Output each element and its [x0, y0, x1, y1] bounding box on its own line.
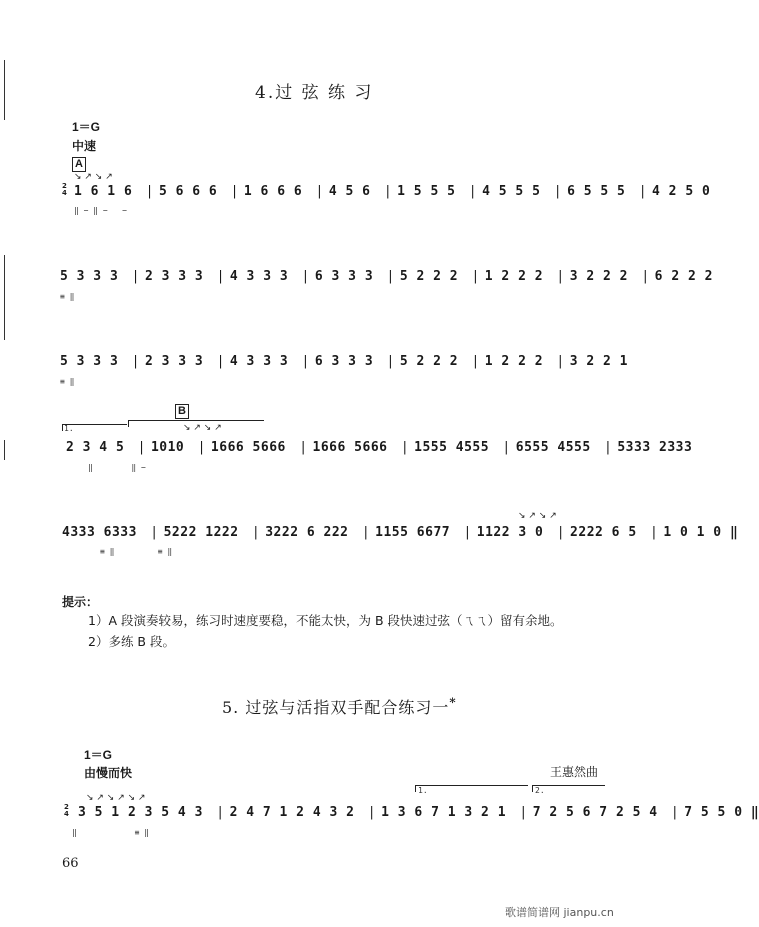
measure: 5 3 3 3	[60, 269, 119, 284]
fingering-marks-row3: ≡ ‖	[60, 377, 75, 386]
music-row-5	[62, 525, 738, 540]
measure: | 1010	[133, 440, 185, 455]
measure-final: | 1 0 1 0 ‖	[645, 525, 738, 540]
bowing-marks-row5: ↘ ↗ ↘ ↗	[518, 511, 557, 521]
measure: 4333 6333	[62, 525, 137, 540]
measure: | 1122 3 0	[458, 525, 543, 540]
measure: | 4 5 6	[311, 184, 371, 199]
time-sig-bottom: 4	[64, 810, 69, 818]
measure: | 1 3 6 7 1 3 2 1	[363, 805, 506, 820]
volta-1-bracket	[415, 785, 528, 792]
music-row-2	[60, 269, 713, 284]
measure: | 3 2 2 2	[551, 269, 628, 284]
exercise5-title-text: 5. 过弦与活指双手配合练习一	[222, 698, 450, 717]
measure: | 4 5 5 5	[464, 184, 541, 199]
exercise4-key: 1＝G	[72, 120, 101, 134]
fingering-marks-row2: ≡ ‖	[60, 292, 75, 301]
time-sig-top: 2	[62, 182, 67, 190]
measure: | 1666 5666	[193, 440, 286, 455]
margin-rule-top	[4, 60, 5, 120]
measure: | 4 2 5 0	[634, 184, 711, 199]
measure: | 1555 4555	[396, 440, 489, 455]
fingering-marks-row4: ‖ ‖ −	[88, 463, 146, 472]
watermark: 歌谱简谱网 jianpu.cn	[505, 906, 614, 919]
music-row-4	[66, 440, 692, 455]
measure: | 1155 6677	[357, 525, 450, 540]
bowing-marks-ex5: ↘ ↗ ↘ ↗ ↘ ↗	[86, 793, 146, 803]
measure: | 6 3 3 3	[297, 354, 374, 369]
measure: 3 5 1 2 3 5 4 3	[78, 805, 203, 820]
measure: 5 3 3 3	[60, 354, 119, 369]
fingering-marks-row1: ‖ − ‖ − −	[74, 206, 127, 215]
music-row-1	[74, 184, 710, 199]
exercise5-title	[222, 695, 457, 718]
measure: | 2222 6 5	[552, 525, 637, 540]
measure: | 3 2 2 1	[551, 354, 628, 369]
exercise5-music-row	[78, 805, 759, 820]
margin-rule-mid	[4, 255, 5, 340]
tips-label: 提示：	[62, 595, 99, 609]
measure: | 4 3 3 3	[212, 354, 289, 369]
exercise4-tempo: 中速	[72, 139, 97, 153]
exercise5-tempo: 由慢而快	[84, 766, 133, 780]
fingering-marks-row5: ≡ ‖ ≡ ‖	[100, 547, 173, 556]
volta-label: 1.	[64, 424, 74, 433]
measure: | 1666 5666	[294, 440, 387, 455]
measure: | 6 3 3 3	[297, 269, 374, 284]
bowing-marks-row1: ↘ ↗ ↘ ↗	[74, 172, 113, 182]
music-row-3	[60, 354, 628, 369]
exercise5-star: *	[449, 695, 457, 710]
composer: 王惠然曲	[550, 765, 599, 779]
measure: | 2 3 3 3	[127, 354, 204, 369]
exercise4-time-signature	[62, 183, 67, 197]
volta-1-label: 1.	[418, 786, 428, 795]
exercise4-title: 4.过 弦 练 习	[255, 83, 374, 103]
fingering-marks-ex5: ‖ ≡ ‖	[72, 828, 150, 837]
measure: | 1 2 2 2	[466, 269, 543, 284]
measure: | 1 5 5 5	[379, 184, 456, 199]
tip-2: 2）多练 B 段。	[88, 634, 175, 649]
page-number: 66	[62, 856, 79, 871]
measure: 2 3 4 5	[66, 440, 125, 455]
measure: | 2 4 7 1 2 4 3 2	[211, 805, 354, 820]
measure: 1 6 1 6	[74, 184, 133, 199]
time-sig-top: 2	[64, 803, 69, 811]
measure: | 5 6 6 6	[141, 184, 218, 199]
section-b-mark: B	[175, 404, 189, 419]
measure: | 4 3 3 3	[212, 269, 289, 284]
volta-2-label: 2.	[535, 786, 545, 795]
tip-1: 1）A 段演奏较易，练习时速度要稳，不能太快，为 B 段快速过弦（ㄟㄟ）留有余地。	[88, 613, 563, 628]
margin-rule-low	[4, 440, 5, 460]
section-a-mark: A	[72, 157, 86, 172]
measure: | 1 2 2 2	[466, 354, 543, 369]
measure: | 5222 1222	[145, 525, 238, 540]
measure: | 6 2 2 2	[636, 269, 713, 284]
measure: | 2 3 3 3	[127, 269, 204, 284]
bowing-marks-row4: ↘ ↗ ↘ ↗	[183, 423, 222, 433]
exercise5-time-signature	[64, 804, 69, 818]
measure: | 5333 2333	[599, 440, 692, 455]
section-b-bracket	[128, 420, 264, 427]
measure: | 3222 6 222	[247, 525, 349, 540]
measure: | 7 2 5 6 7 2 5 4	[514, 805, 657, 820]
exercise5-key: 1＝G	[84, 748, 113, 762]
measure: | 5 2 2 2	[381, 354, 458, 369]
time-sig-bottom: 4	[62, 189, 67, 197]
measure: | 5 2 2 2	[381, 269, 458, 284]
measure: | 6 5 5 5	[549, 184, 626, 199]
measure-final: | 7 5 5 0 ‖	[666, 805, 759, 820]
measure: | 6555 4555	[497, 440, 590, 455]
measure: | 1 6 6 6	[226, 184, 303, 199]
